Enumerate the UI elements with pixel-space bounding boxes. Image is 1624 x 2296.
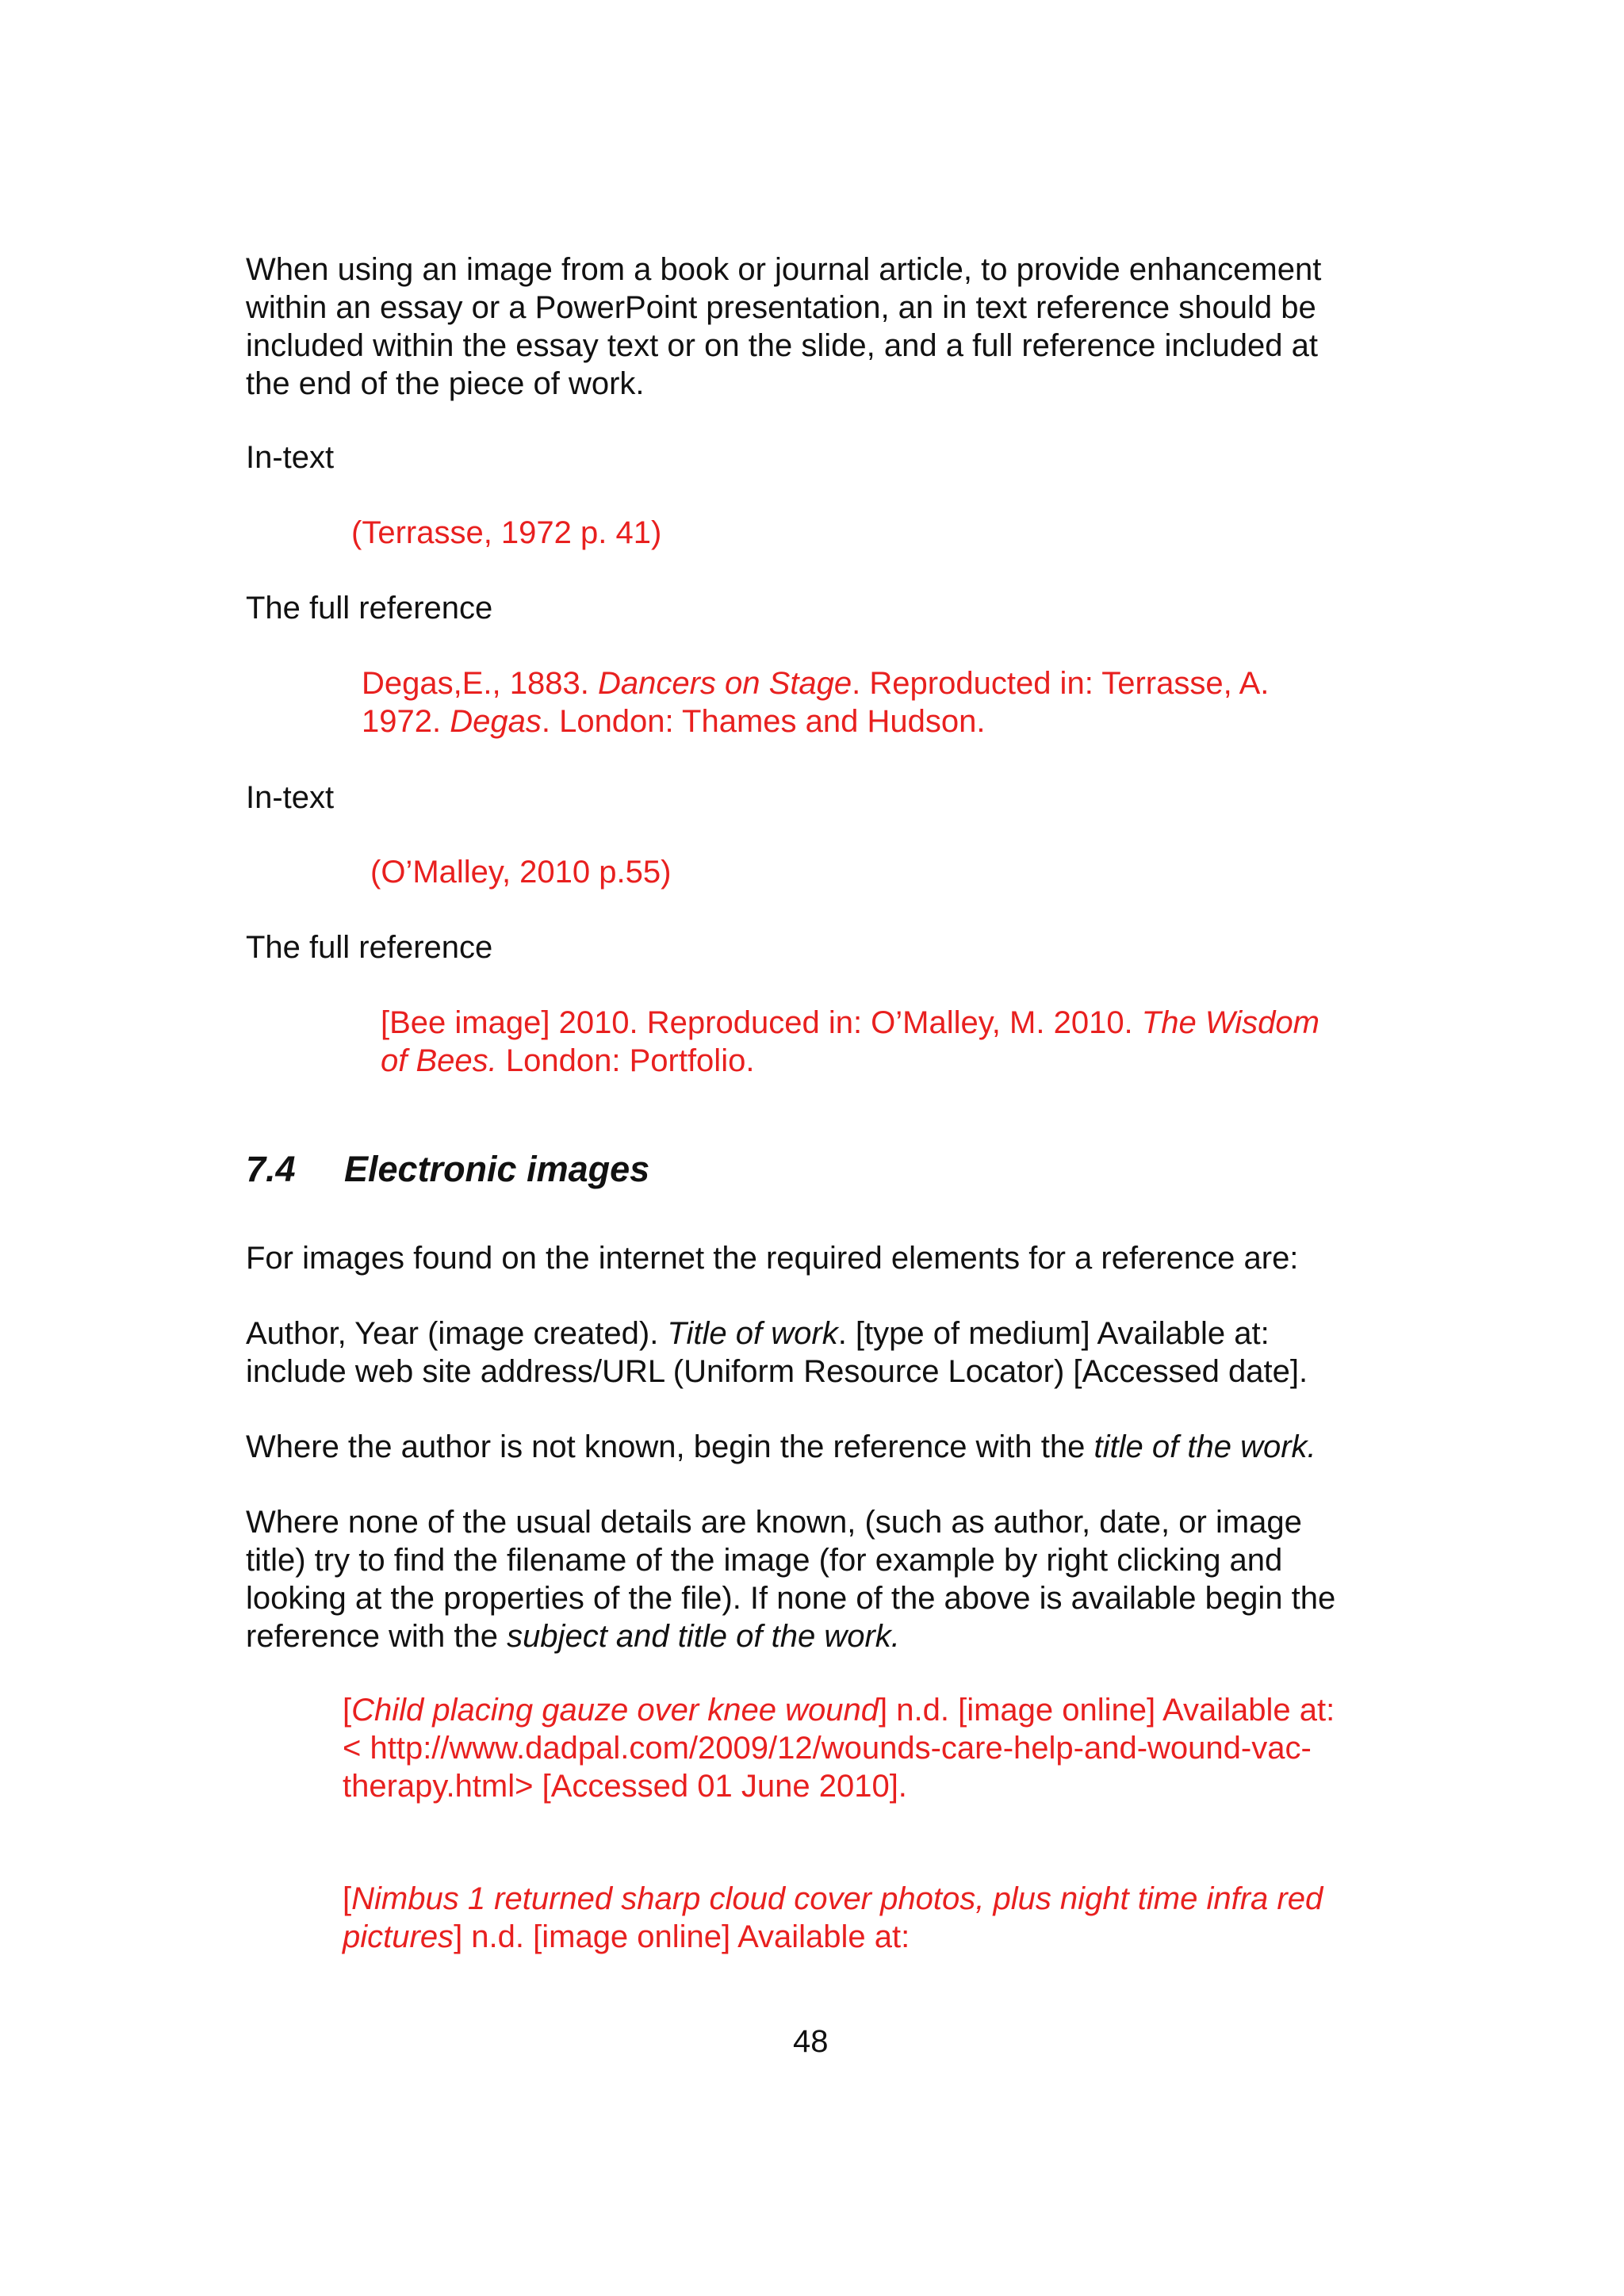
full-reference-label: The full reference [246,591,493,626]
url-line: < http://www.dadpal.com/2009/12/wounds-care-help-and-wound-vac- [343,1731,1312,1766]
book-title: The Wisdom [1141,1005,1320,1040]
section-number: 7.4 [246,1149,296,1189]
book-title: of Bees. [381,1043,497,1078]
section-title: Electronic images [344,1149,650,1189]
reference-line: Degas,E., 1883. Dancers on Stage. Reproducted in: Terrasse, A. [362,666,1270,701]
online-image-reference: [Child placing gauze over knee wound] n.d. [image online] Available at: < http://www.dadpal.com/2009/12/wounds-care-help-and-wound-vac- therapy.html> [Accessed 01 June 2010]. [343,1693,1335,1804]
full-reference-label: The full reference [246,930,493,965]
online-image-reference: [Nimbus 1 returned sharp cloud cover photos, plus night time infra red pictures] n.d. [image online] Available at: [343,1881,1323,1954]
body-paragraph: Where the author is not known, begin the reference with the title of the work. [246,1429,1316,1464]
work-title: Dancers on Stage [597,666,852,701]
intro-line: included within the essay text or on the slide, and a full reference included at [246,328,1318,363]
reference-line: of Bees. London: Portfolio. [381,1043,755,1078]
intro-line: When using an image from a book or journal article, to provide enhancement [246,252,1322,287]
body-paragraph: For images found on the internet the required elements for a reference are: [246,1241,1299,1276]
image-title: Child placing gauze over knee wound [351,1693,879,1728]
body-paragraph: Author, Year (image created). Title of work. [type of medium] Available at: include web site address/URL (Uniform Resource Locator) [Accessed date]. [246,1316,1308,1389]
italic-term: Title of work [667,1316,838,1351]
intro-line: the end of the piece of work. [246,366,645,401]
intext-citation: (O’Malley, 2010 p.55) [370,855,672,890]
intro-paragraph [246,251,1321,403]
italic-term: title of the work. [1094,1429,1316,1464]
book-title: Degas [450,704,542,739]
full-reference [362,664,1269,740]
image-title: Nimbus 1 returned sharp cloud cover photos, plus night time infra red [351,1881,1323,1916]
body-paragraph: Where none of the usual details are known, (such as author, date, or image title) try to find the filename of the image (for example by right clicking and looking at the properties of the file). If none of the above is available begin the reference with the subject and title of the work. [246,1505,1336,1654]
url-line: therapy.html> [Accessed 01 June 2010]. [343,1769,907,1804]
section-heading [246,1148,649,1191]
reference-line: [Bee image] 2010. Reproduced in: O’Malley, M. 2010. The Wisdom [381,1005,1320,1040]
intext-citation: (Terrasse, 1972 p. 41) [351,515,662,550]
image-title: pictures [343,1919,454,1954]
italic-term: subject and title of the work. [507,1619,900,1654]
reference-line: 1972. Degas. London: Thames and Hudson. [362,704,986,739]
intext-label: In-text [246,440,335,475]
full-reference [381,1004,1320,1080]
page-number: 48 [793,2024,829,2059]
intext-label: In-text [246,780,335,815]
intro-line: within an essay or a PowerPoint presentation, an in text reference should be [246,290,1316,325]
